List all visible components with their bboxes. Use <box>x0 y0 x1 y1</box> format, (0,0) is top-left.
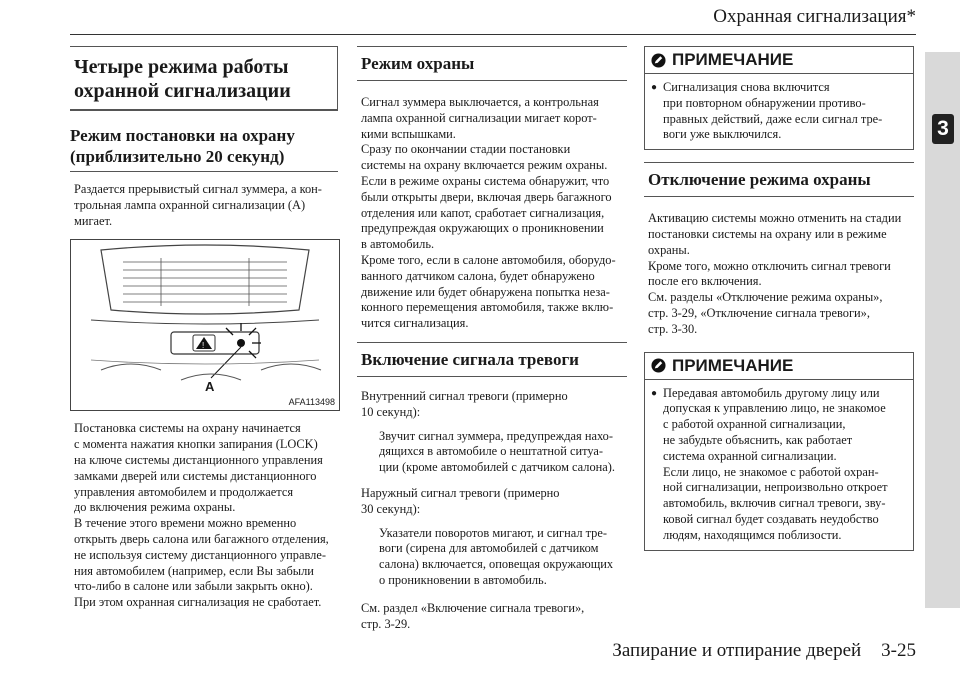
text-line: до включения режима охраны. <box>74 500 236 515</box>
text-line: постановки системы на охрану или в режиме <box>648 226 887 241</box>
text-line: Сразу по окончании стадии постановки <box>361 142 571 157</box>
text-line: Раздается прерывистый сигнал зуммера, а кон- <box>74 182 322 196</box>
text-line: См. разделы «Отключение режима охраны», <box>648 290 883 305</box>
text-line: См. раздел «Включение сигнала тревоги», <box>361 600 585 615</box>
text-line: Активацию системы можно отменить на стадии <box>648 211 902 226</box>
disarm-text <box>644 211 914 337</box>
pencil-note-icon <box>651 53 666 68</box>
text-line: ванного датчиком салона, будет обнаружено <box>361 268 595 283</box>
footer-section-title: Запирание и отпирание дверей <box>612 640 862 661</box>
text-line: Если лицо, не знакомое с работой охран- <box>663 464 879 479</box>
text-line: салона) включается, оповещая окружающих <box>379 557 614 572</box>
text-line: не используя систему дистанционного управле- <box>74 547 326 562</box>
disarm-heading: Отключение режима охраны <box>644 162 914 197</box>
figure-callout-a: A <box>205 379 215 395</box>
text-line: Передавая автомобиль другому лицу или <box>663 385 880 400</box>
text-line: Постановка системы на охрану начинается <box>74 421 301 436</box>
text-line: на ключе системы дистанционного управления <box>74 452 323 467</box>
main-heading <box>70 46 338 111</box>
page-header-title: Охранная сигнализация* <box>713 6 916 27</box>
internal-alarm-intro <box>357 389 627 421</box>
text-line: чится сигнализация. <box>361 316 469 331</box>
text-line: воги уже выключился. <box>663 127 782 142</box>
pencil-note-icon <box>651 358 666 373</box>
text-line: Сигнал зуммера выключается, а контрольная <box>361 95 599 109</box>
text-line: с работой охранной сигнализации, <box>663 417 846 432</box>
text-line: Если в режиме охраны система обнаружит, что <box>361 173 610 188</box>
external-alarm-desc <box>357 526 627 589</box>
text-line: были открыты двери, включая дверь багажного <box>361 189 612 204</box>
note-header <box>645 47 913 74</box>
armed-mode-text <box>357 95 627 332</box>
text-line: трольная лампа охранной сигнализации (A) <box>74 197 306 212</box>
svg-text:!: ! <box>202 341 205 351</box>
text-line: что-либо в салоне или забыли закрыть окно). <box>74 579 313 594</box>
external-alarm-intro <box>357 486 627 518</box>
text-line: допуская к управлению лицо, не знакомое <box>663 401 886 416</box>
column-left <box>70 46 338 611</box>
arming-heading-line: (приблизительно 20 секунд) <box>70 147 285 166</box>
text-line: стр. 3-29, «Отключение сигнала тревоги», <box>648 305 870 320</box>
text-line: При этом охранная сигнализация не сработает. <box>74 595 322 610</box>
bullet-icon: ● <box>651 82 658 93</box>
text-line: при повторном обнаружении противо- <box>663 95 866 110</box>
header-rule <box>70 34 916 35</box>
note-body <box>645 380 913 550</box>
column-right <box>644 46 914 551</box>
internal-alarm-desc <box>357 429 627 476</box>
text-line: Указатели поворотов мигают, и сигнал тре- <box>379 525 607 540</box>
text-line: Сигнализация снова включится <box>663 80 830 94</box>
page-number: 3-25 <box>881 640 916 661</box>
text-line: после его включения. <box>648 274 762 289</box>
text-line: людям, находящимся поблизости. <box>663 527 842 542</box>
text-line: управления автомобилем и продолжается <box>74 484 294 499</box>
text-line: Наружный сигнал тревоги (примерно <box>361 485 560 500</box>
text-line: ния автомобилем (например, если Вы забыли <box>74 563 314 578</box>
text-line: Кроме того, можно отключить сигнал тревоги <box>648 258 891 273</box>
text-line: 10 секунд): <box>361 404 421 419</box>
text-line: воги (сирена для автомобилей с датчиком <box>379 541 599 556</box>
text-line: лампа охранной сигнализации мигает корот- <box>361 110 597 125</box>
text-line: движение или будет обнаружена попытка неза- <box>361 284 610 299</box>
note-box-2 <box>644 352 914 551</box>
text-line: Внутренний сигнал тревоги (примерно <box>361 388 568 403</box>
text-line: автомобиль, включив сигнал тревоги, зву- <box>663 496 886 511</box>
text-line: ной сигнализации, непроизвольно откроет <box>663 480 888 495</box>
figure-code: AFA113498 <box>288 397 335 408</box>
note-title: ПРИМЕЧАНИЕ <box>672 50 794 69</box>
bullet-icon: ● <box>651 387 658 399</box>
text-line: стр. 3-29. <box>361 616 411 631</box>
armed-mode-heading: Режим охраны <box>357 46 627 81</box>
arming-heading <box>70 125 338 172</box>
note-title: ПРИМЕЧАНИЕ <box>672 355 794 375</box>
alarm-activation-heading: Включение сигнала тревоги <box>357 342 627 377</box>
note-header <box>645 353 913 380</box>
alarm-lamp-figure <box>70 239 340 411</box>
text-line: стр. 3-30. <box>648 321 698 336</box>
text-line: в автомобиль. <box>361 237 435 252</box>
text-line: ковой сигнал будет создавать неудобство <box>663 511 879 526</box>
arming-heading-line: Режим постановки на охрану <box>70 126 295 145</box>
text-line: открыть дверь салона или багажного отделения, <box>74 531 329 546</box>
text-line: мигает. <box>74 213 113 228</box>
text-line: В течение этого времени можно временно <box>74 516 297 531</box>
main-heading-line: охранной сигнализации <box>74 80 291 102</box>
text-line: отделения или капот, сработает сигнализация, <box>361 205 605 220</box>
note-body <box>645 74 913 149</box>
text-line: дящихся в автомобиле о нештатной ситуа- <box>379 444 603 459</box>
text-line: Звучит сигнал зуммера, предупреждая нахо- <box>379 428 613 443</box>
main-heading-line: Четыре режима работы <box>74 56 289 78</box>
arming-para1 <box>70 182 338 229</box>
text-line: ции (кроме автомобилей с датчиком салона). <box>379 460 616 475</box>
arming-para2 <box>70 421 338 611</box>
text-line: конного перемещения автомобиля, также вклю- <box>361 300 614 315</box>
text-line: о проникновении в автомобиль. <box>379 572 547 587</box>
text-line: не забудьте объяснить, как работает <box>663 432 853 447</box>
text-line: системы на охрану включается режим охраны. <box>361 158 608 173</box>
text-line: замками дверей или системы дистанционного <box>74 468 317 483</box>
text-line: система охранной сигнализации. <box>663 448 837 463</box>
text-line: предупреждая окружающих о проникновении <box>361 221 604 236</box>
page-footer <box>612 640 916 662</box>
text-line: Кроме того, если в салоне автомобиля, оборудо- <box>361 252 616 267</box>
text-line: с момента нажатия кнопки запирания (LOCK) <box>74 437 318 452</box>
note-box-1 <box>644 46 914 150</box>
text-line: 30 секунд): <box>361 501 421 516</box>
chapter-number: 3 <box>932 114 954 144</box>
text-line: кими вспышками. <box>361 126 456 141</box>
text-line: охраны. <box>648 242 690 257</box>
text-line: правных действий, даже если сигнал тре- <box>663 111 883 126</box>
alarm-reference <box>357 601 627 633</box>
column-middle <box>357 46 627 632</box>
